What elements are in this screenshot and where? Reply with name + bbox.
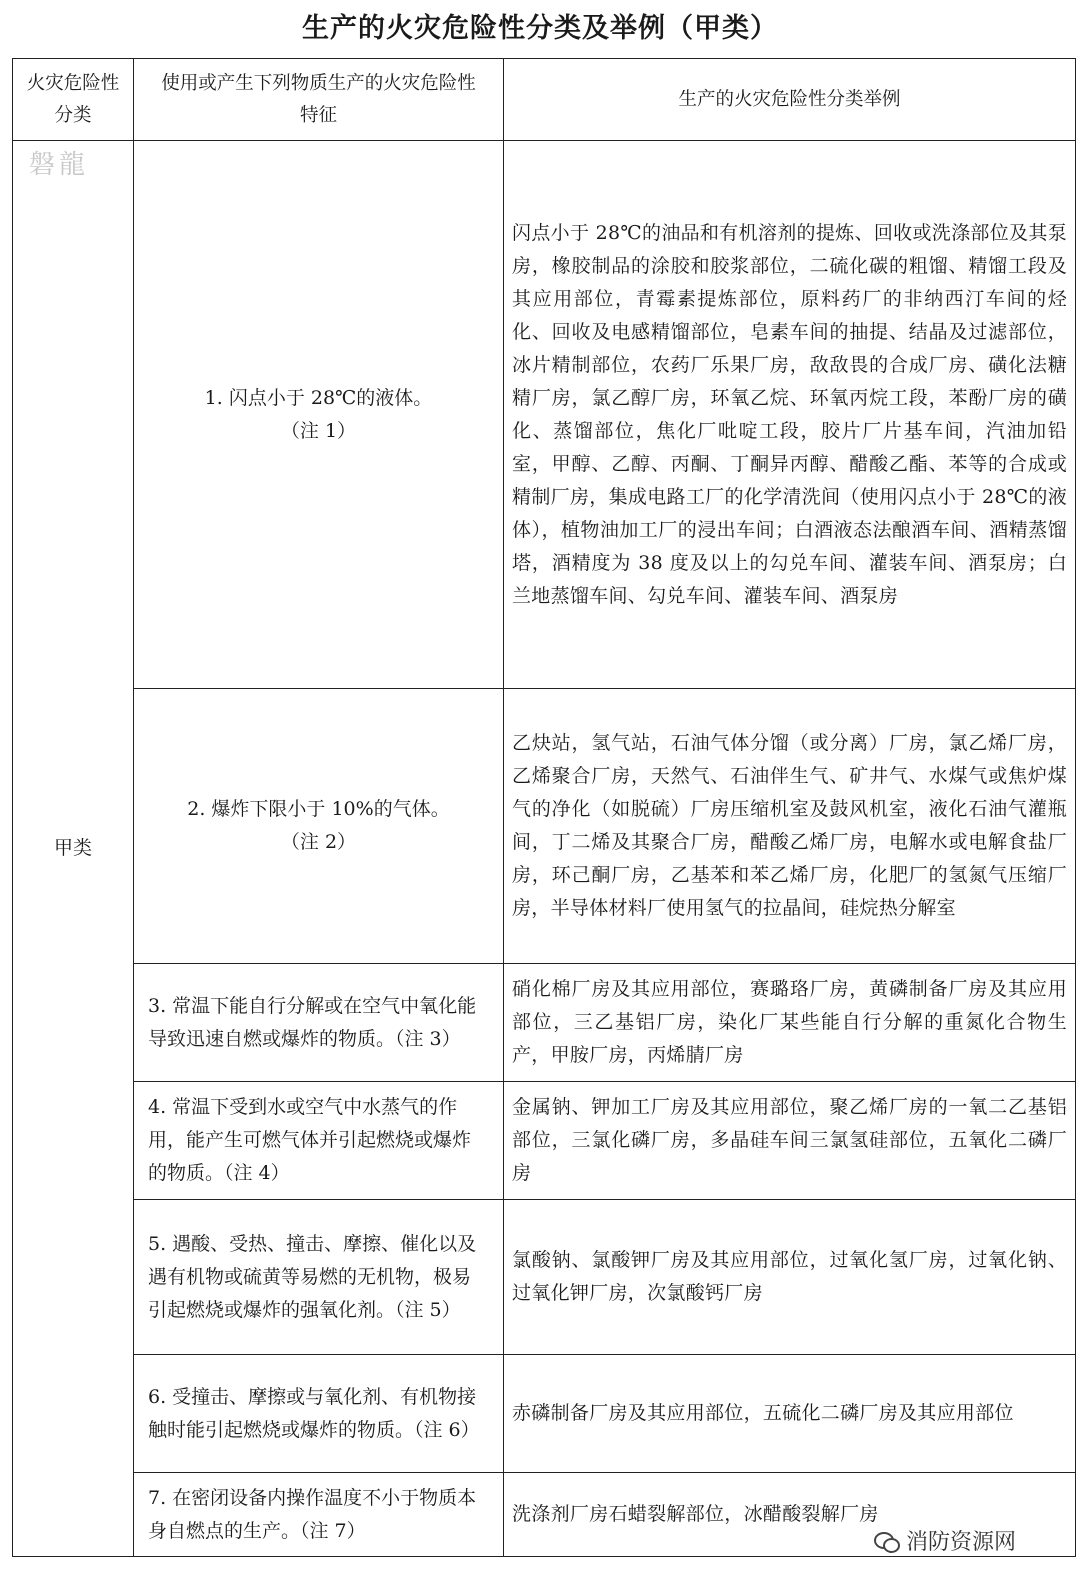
- feature-cell: 7. 在密闭设备内操作温度不小于物质本身自燃点的生产。（注 7）: [134, 1473, 504, 1557]
- category-label: 甲类: [53, 837, 92, 859]
- feature-note: （注 2）: [280, 831, 357, 853]
- watermark-logo: 磐龍: [29, 150, 90, 180]
- feature-note: （注 1）: [280, 419, 357, 442]
- table-header-row: [13, 59, 1076, 141]
- feature-cell: [134, 141, 504, 689]
- wechat-icon: [874, 1530, 900, 1552]
- examples-cell: 闪点小于 28℃的油品和有机溶剂的提炼、回收或洗涤部位及其泵房，橡胶制品的涂胶和胶浆部位，二硫化碳的粗馏、精馏工段及其应用部位，青霉素提炼部位，原料药厂的非纳西汀车间的烃化、回收及电感精馏部位，皂素车间的抽提、结晶及过滤部位，冰片精制部位，农药厂乐果厂房，敌敌畏的合成厂房、磺化法糖精厂房，氯乙醇厂房，环氧乙烷、环氧丙烷工段，苯酚厂房的磺化、蒸馏部位，焦化厂吡啶工段，胶片厂片基车间，汽油加铅室，甲醇、乙醇、丙酮、丁酮异丙醇、醋酸乙酯、苯等的合成或精制厂房，集成电路工厂的化学清洗间（使用闪点小于 28℃的液体），植物油加工厂的浸出车间；白酒液态法酿酒车间、酒精蒸馏塔，酒精度为 38 度及以上的勾兑车间、灌装车间、酒泵房；白兰地蒸馏车间、勾兑车间、灌装车间、酒泵房: [504, 141, 1076, 689]
- table-row: [13, 141, 1076, 689]
- feature-cell: [134, 689, 504, 964]
- table-row: [13, 1200, 1076, 1355]
- feature-text: 2. 爆炸下限小于 10%的气体。: [187, 798, 450, 820]
- watermark-footer-text: 消防资源网: [906, 1530, 1017, 1555]
- table-row: [13, 964, 1076, 1082]
- examples-cell: 金属钠、钾加工厂房及其应用部位，聚乙烯厂房的一氧二乙基铝部位，三氯化磷厂房，多晶硅车间三氯氢硅部位，五氧化二磷厂房: [504, 1082, 1076, 1200]
- table-row: [13, 689, 1076, 964]
- feature-text: 1. 闪点小于 28℃的液体。: [204, 386, 433, 409]
- table-row: [13, 1082, 1076, 1200]
- feature-cell: 5. 遇酸、受热、撞击、摩擦、催化以及遇有机物或硫黄等易燃的无机物，极易引起燃烧或爆炸的强氧化剂。（注 5）: [134, 1200, 504, 1355]
- header-category: 火灾危险性分类: [13, 59, 134, 141]
- header-feature: 使用或产生下列物质生产的火灾危险性特征: [134, 59, 504, 141]
- examples-cell: 硝化棉厂房及其应用部位，赛璐珞厂房，黄磷制备厂房及其应用部位，三乙基铝厂房，染化厂某些能自行分解的重氮化合物生产，甲胺厂房，丙烯腈厂房: [504, 964, 1076, 1082]
- table-row: [13, 1355, 1076, 1473]
- examples-cell: 氯酸钠、氯酸钾厂房及其应用部位，过氧化氢厂房，过氧化钠、过氧化钾厂房，次氯酸钙厂房: [504, 1200, 1076, 1355]
- page-title: 生产的火灾危险性分类及举例（甲类）: [302, 13, 778, 44]
- category-cell: [13, 141, 134, 1557]
- watermark-footer: [870, 1525, 1020, 1556]
- feature-cell: 4. 常温下受到水或空气中水蒸气的作用，能产生可燃气体并引起燃烧或爆炸的物质。（注 4）: [134, 1082, 504, 1200]
- feature-cell: 3. 常温下能自行分解或在空气中氧化能导致迅速自燃或爆炸的物质。（注 3）: [134, 964, 504, 1082]
- examples-cell: 乙炔站，氢气站，石油气体分馏（或分离）厂房，氯乙烯厂房，乙烯聚合厂房，天然气、石油伴生气、矿井气、水煤气或焦炉煤气的净化（如脱硫）厂房压缩机室及鼓风机室，液化石油气灌瓶间，丁二烯及其聚合厂房，醋酸乙烯厂房，电解水或电解食盐厂房，环己酮厂房，乙基苯和苯乙烯厂房，化肥厂的氢氮气压缩厂房，半导体材料厂使用氢气的拉晶间，硅烷热分解室: [504, 689, 1076, 964]
- feature-cell: 6. 受撞击、摩擦或与氧化剂、有机物接触时能引起燃烧或爆炸的物质。（注 6）: [134, 1355, 504, 1473]
- examples-cell: 赤磷制备厂房及其应用部位，五硫化二磷厂房及其应用部位: [504, 1355, 1076, 1473]
- examples-cell: 洗涤剂厂房石蜡裂解部位，冰醋酸裂解厂房: [504, 1473, 1076, 1557]
- header-examples: 生产的火灾危险性分类举例: [504, 59, 1076, 141]
- classification-table: [12, 58, 1076, 1557]
